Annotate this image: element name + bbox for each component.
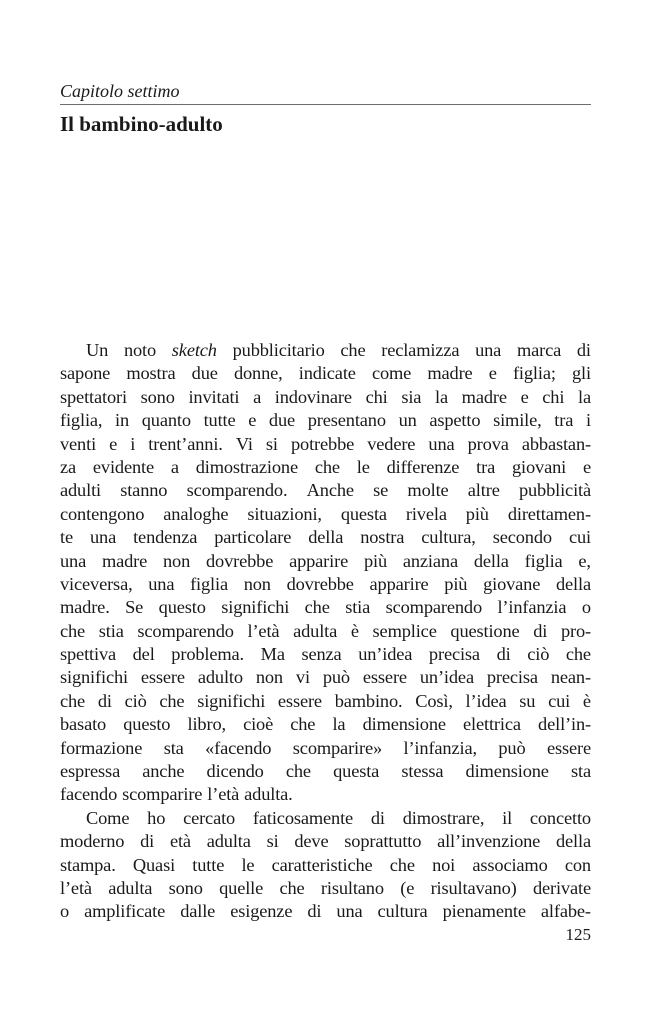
text-line: l’età adulta sono quelle che risultano (e risultavano) derivate: [60, 877, 591, 898]
text-line: espressa anche dicendo che questa stessa dimensione sta: [60, 761, 591, 782]
page-number: 125: [565, 925, 591, 944]
chapter-title: Il bambino-adulto: [60, 112, 223, 136]
body-text: [60, 339, 591, 924]
text-line: figlia, in quanto tutte e due presentano un aspetto simile, tra i: [60, 410, 591, 431]
chapter-label: Capitolo settimo: [60, 81, 180, 101]
text-line: Un noto sketch pubblicitario che reclamizza una marca di: [86, 340, 591, 360]
text-line: spettatori sono invitati a indovinare chi sia la madre e chi la: [60, 386, 591, 407]
text-line: facendo scomparire l’età adulta.: [60, 784, 293, 805]
text-line: adulti stanno scomparendo. Anche se molte altre pubblicità: [60, 480, 591, 501]
text-line: venti e i trent’anni. Vi si potrebbe vedere una prova abbastan-: [60, 433, 591, 454]
text-line: significhi essere adulto non vi può essere un’idea precisa nean-: [60, 667, 591, 688]
paragraph: [60, 807, 591, 924]
paragraph: [60, 339, 591, 807]
text-line: te una tendenza particolare della nostra cultura, secondo cui: [60, 527, 591, 548]
text-line: basato questo libro, cioè che la dimensione elettrica dell’in-: [60, 714, 591, 735]
text-line: che stia scomparendo l’età adulta è semplice questione di pro-: [60, 620, 591, 641]
text-line: una madre non dovrebbe apparire più anziana della figlia e,: [60, 550, 591, 571]
text-line: o amplificate dalle esigenze di una cultura pienamente alfabe-: [60, 901, 591, 922]
text-line: contengono analoghe situazioni, questa rivela più direttamen-: [60, 503, 591, 524]
text-line: Come ho cercato faticosamente di dimostrare, il concetto: [86, 807, 591, 828]
text-line: formazione sta «facendo scomparire» l’infanzia, può essere: [60, 737, 591, 758]
text-line: viceversa, una figlia non dovrebbe apparire più giovane della: [60, 573, 591, 594]
text-line: sapone mostra due donne, indicate come madre e figlia; gli: [60, 363, 591, 384]
text-line: madre. Se questo significhi che stia scomparendo l’infanzia o: [60, 597, 591, 618]
text-line: stampa. Quasi tutte le caratteristiche che noi associamo con: [60, 854, 591, 875]
chapter-divider: [60, 104, 591, 105]
text-line: spettiva del problema. Ma senza un’idea precisa di ciò che: [60, 644, 591, 665]
text-line: che di ciò che significhi essere bambino. Così, l’idea su cui è: [60, 690, 591, 711]
text-line: moderno di età adulta si deve soprattutto all’invenzione della: [60, 831, 591, 852]
text-line: za evidente a dimostrazione che le differenze tra giovani e: [60, 456, 591, 477]
